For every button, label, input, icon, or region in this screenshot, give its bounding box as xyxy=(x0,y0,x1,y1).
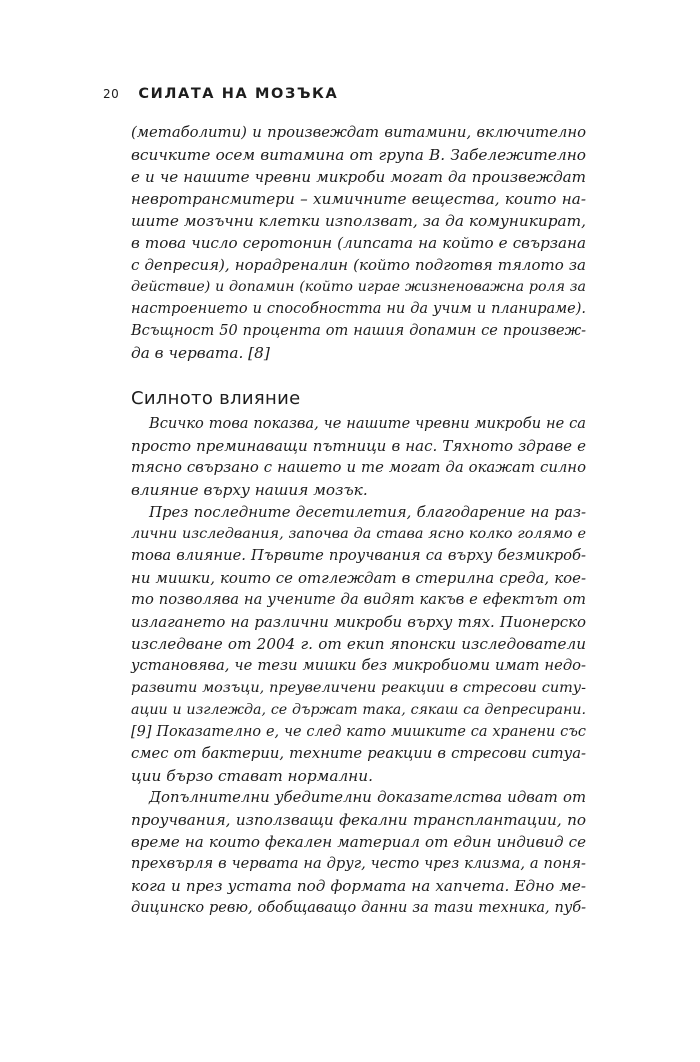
text-line: влияние върху нашия мозък. xyxy=(131,481,368,499)
text-line: всичките осем витамина от група B. Забележително xyxy=(131,146,586,164)
text-line: ации и изглежда, се държат така, сякаш са депресирани. xyxy=(131,702,586,718)
text-line: излагането на различни микроби върху тях. Пионерско xyxy=(131,613,586,631)
text-line: дицинско ревю, обобщаващо данни за тази техника, пуб- xyxy=(131,900,586,916)
text-line: кога и през устата под формата на хапчета. Едно ме- xyxy=(131,877,586,895)
text-line: проучвания, използващи фекални трансплантации, по xyxy=(131,811,586,829)
text-line: ции бързо стават нормални. xyxy=(131,767,373,785)
text-line: да в червата. [8] xyxy=(131,344,270,362)
text-line: Всичко това показва, че нашите чревни микроби не са xyxy=(149,415,586,432)
paragraph-4 xyxy=(131,787,586,919)
text-line: шите мозъчни клетки използват, за да комуникират, xyxy=(131,212,586,230)
text-line: развити мозъци, преувеличени реакции в стресови ситу- xyxy=(131,680,586,696)
paragraph-2 xyxy=(131,413,586,501)
text-line: ни мишки, които се отглеждат в стерилна среда, кое- xyxy=(131,569,586,587)
text-line: Допълнителни убедителни доказателства идват от xyxy=(149,789,586,806)
text-line: тясно свързано с нашето и те могат да окажат силно xyxy=(131,459,586,476)
text-line: лични изследвания, започва да става ясно колко голямо е xyxy=(131,526,586,542)
text-line: с депресия), норадреналин (който подготвя тялото за xyxy=(131,256,586,274)
paragraph-3 xyxy=(131,501,586,787)
text-line: [9] Показателно е, че след като мишките са хранени със xyxy=(131,724,586,740)
text-line: в това число серотонин (липсата на който е свързана xyxy=(131,234,586,252)
text-line: прехвърля в червата на друг, често чрез клизма, а поня- xyxy=(131,855,586,872)
text-line: то позволява на учените да видят какъв е ефектът от xyxy=(131,591,586,608)
text-line: установява, че тези мишки без микробиоми имат недо- xyxy=(131,657,586,674)
section-heading: Силното влияние xyxy=(131,388,301,409)
paragraph-1 xyxy=(131,122,586,364)
text-line: просто преминаващи пътници в нас. Тяхното здраве е xyxy=(131,437,586,455)
text-line: време на които фекален материал от един индивид се xyxy=(131,833,586,851)
text-line: смес от бактерии, техните реакции в стресови ситуа- xyxy=(131,745,586,762)
text-line: Всъщност 50 процента от нашия допамин се произвеж- xyxy=(131,323,586,339)
text-line: това влияние. Първите проучвания са върху безмикроб- xyxy=(131,547,586,564)
book-title: СИЛАТА НА МОЗЪКА xyxy=(138,86,339,102)
text-line: (метаболити) и произвеждат витамини, включително xyxy=(131,124,586,141)
text-line: действие) и допамин (който играе жизненоважна роля за xyxy=(131,279,586,295)
page-number: 20 xyxy=(103,87,120,101)
text-line: изследване от 2004 г. от екип японски изследователи xyxy=(131,635,586,653)
running-header xyxy=(103,83,338,102)
text-line: През последните десетилетия, благодарение на раз- xyxy=(149,503,586,521)
body-text xyxy=(131,122,586,919)
text-line: настроението и способността ни да учим и планираме). xyxy=(131,301,586,317)
text-line: е и че нашите чревни микроби могат да произвеждат xyxy=(131,168,586,186)
text-line: невротрансмитери – химичните вещества, които на- xyxy=(131,190,586,208)
